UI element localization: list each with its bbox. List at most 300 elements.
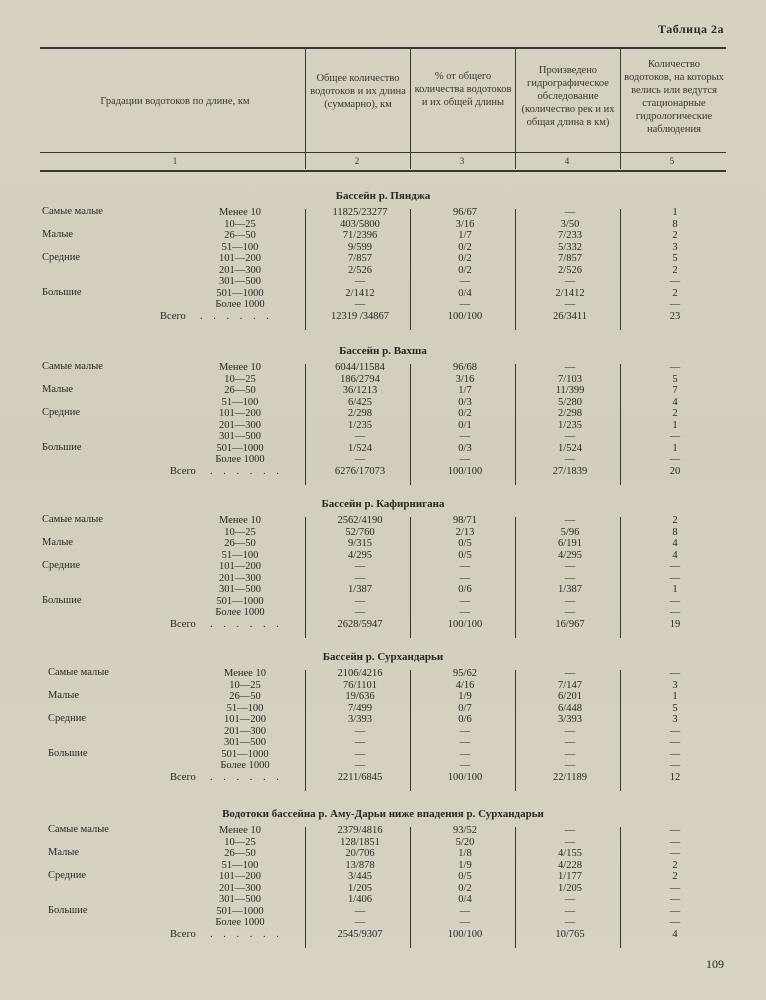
- table-cell: 1: [672, 442, 678, 454]
- table-cell: 1/387: [348, 584, 372, 595]
- table-row: [0, 538, 766, 550]
- table-cell: —: [564, 431, 576, 442]
- table-cell: 1/235: [348, 419, 372, 431]
- table-cell: —: [669, 725, 681, 737]
- table-cell: 2: [672, 859, 678, 871]
- gradation-label: 26—50: [224, 848, 256, 859]
- table-cell: 4/295: [558, 549, 582, 561]
- total-label: Всего: [160, 310, 186, 322]
- table-cell: 1: [672, 419, 678, 431]
- table-cell: —: [669, 362, 681, 373]
- table-row: [0, 362, 766, 374]
- table-cell: 1/235: [558, 419, 582, 431]
- table-cell: 2/13: [455, 526, 475, 538]
- table-cell: 2/1412: [345, 287, 375, 299]
- gradation-label: Более 1000: [215, 299, 265, 310]
- header-col4: Произведено гидрографическое обследование (количество рек и их общая длина в км): [521, 65, 615, 128]
- total-label: Всего: [170, 928, 196, 940]
- table-cell: 5/332: [558, 241, 582, 253]
- table-cell: 93/52: [453, 825, 477, 836]
- table-cell: —: [354, 595, 366, 607]
- gradation-label: 26—50: [229, 691, 261, 702]
- gradation-label: 26—50: [224, 385, 256, 396]
- table-cell: 2/298: [348, 408, 372, 419]
- total-cell: 20: [669, 465, 681, 477]
- table-cell: 13/878: [345, 859, 375, 871]
- gradation-label: 10—25: [224, 836, 256, 848]
- table-cell: 8: [672, 218, 678, 230]
- gradation-label: 501—1000: [216, 595, 264, 607]
- table-cell: 1: [672, 584, 678, 595]
- table-cell: 4: [672, 538, 678, 549]
- table-row: [0, 408, 766, 420]
- table-cell: 3: [672, 679, 678, 691]
- table-cell: —: [564, 572, 576, 584]
- column-number: 4: [564, 156, 570, 166]
- leader-dots: . . . . . .: [200, 310, 273, 322]
- gradation-label: 301—500: [219, 584, 261, 595]
- table-row: [0, 230, 766, 242]
- leader-dots: . . . . . .: [210, 618, 283, 630]
- table-cell: 1/205: [348, 882, 372, 894]
- table-cell: 8: [672, 526, 678, 538]
- table-cell: 1/205: [558, 882, 582, 894]
- table-row: [0, 561, 766, 573]
- gradation-label: 201—300: [219, 572, 261, 584]
- total-cell: 23: [669, 310, 681, 322]
- table-cell: 9/599: [348, 241, 372, 253]
- table-cell: —: [564, 454, 576, 465]
- table-cell: —: [669, 917, 681, 928]
- table-cell: —: [669, 760, 681, 771]
- table-cell: 3/16: [455, 218, 475, 230]
- category-label: Большие: [42, 286, 82, 298]
- total-cell: 2545/9307: [337, 928, 383, 940]
- table-cell: —: [459, 748, 471, 760]
- total-cell: 27/1839: [552, 465, 588, 477]
- table-cell: —: [669, 894, 681, 905]
- table-cell: —: [459, 725, 471, 737]
- table-cell: 5: [672, 373, 678, 385]
- total-row: [0, 619, 766, 631]
- table-cell: 0/5: [458, 549, 472, 561]
- table-row: [0, 668, 766, 680]
- gradation-label: 301—500: [224, 737, 266, 748]
- table-cell: —: [669, 572, 681, 584]
- table-row: [0, 883, 766, 895]
- gradation-label: 201—300: [219, 264, 261, 276]
- column-number: 5: [669, 156, 675, 166]
- table-cell: —: [354, 572, 366, 584]
- category-label: Малые: [42, 537, 74, 548]
- table-cell: —: [459, 561, 471, 572]
- table-row: [0, 871, 766, 883]
- table-row: [0, 454, 766, 466]
- table-row: [0, 726, 766, 738]
- table-cell: —: [669, 737, 681, 748]
- column-number: 2: [354, 156, 360, 166]
- table-cell: 2: [672, 287, 678, 299]
- table-cell: —: [564, 917, 576, 928]
- table-cell: —: [564, 595, 576, 607]
- table-cell: 6/191: [558, 538, 582, 549]
- table-cell: 0/1: [458, 419, 472, 431]
- header-col2: Общее количество водотоков и их длина (суммарно), км: [310, 73, 406, 110]
- table-row: [0, 573, 766, 585]
- table-cell: 0/2: [458, 264, 472, 276]
- table-cell: —: [669, 595, 681, 607]
- total-cell: 100/100: [447, 771, 483, 783]
- table-cell: —: [564, 836, 576, 848]
- category-label: Средние: [42, 407, 81, 418]
- page-number: 109: [706, 957, 724, 971]
- table-cell: 2/526: [558, 264, 582, 276]
- category-label: Самые малые: [48, 824, 109, 835]
- table-cell: 1/9: [458, 859, 472, 871]
- gradation-label: 101—200: [219, 408, 261, 419]
- table-row: [0, 385, 766, 397]
- table-row: [0, 515, 766, 527]
- table-cell: 1/177: [558, 871, 582, 882]
- table-cell: 5/20: [455, 836, 475, 848]
- header-divider: [305, 49, 306, 169]
- total-label: Всего: [170, 618, 196, 630]
- table-row: [0, 288, 766, 300]
- table-row: [0, 207, 766, 219]
- gradation-label: 51—100: [226, 702, 264, 714]
- table-cell: 128/1851: [340, 836, 380, 848]
- table-cell: —: [669, 836, 681, 848]
- gradation-label: 301—500: [219, 894, 261, 905]
- table-cell: 96/68: [453, 362, 477, 373]
- table-cell: 4/16: [455, 679, 475, 691]
- total-cell: 100/100: [447, 310, 483, 322]
- table-cell: 0/2: [458, 241, 472, 253]
- table-cell: 3/50: [560, 218, 580, 230]
- table-cell: —: [564, 825, 576, 836]
- table-row: [0, 749, 766, 761]
- gradation-label: 501—1000: [221, 748, 269, 760]
- table-cell: 3: [672, 241, 678, 253]
- gradation-label: 301—500: [219, 276, 261, 287]
- table-cell: —: [354, 607, 366, 618]
- category-label: Малые: [42, 229, 74, 240]
- table-cell: 95/62: [453, 668, 477, 679]
- table-cell: —: [354, 917, 366, 928]
- table-cell: —: [459, 276, 471, 287]
- leader-dots: . . . . . .: [210, 928, 283, 940]
- table-row: [0, 607, 766, 619]
- table-cell: 0/7: [458, 702, 472, 714]
- table-cell: 11/399: [555, 385, 585, 396]
- gradation-label: Менее 10: [219, 825, 261, 836]
- table-cell: 7/103: [558, 373, 582, 385]
- total-cell: 22/1189: [552, 771, 588, 783]
- table-cell: 36/1213: [342, 385, 378, 396]
- column-number: 1: [172, 156, 178, 166]
- table-cell: —: [564, 207, 576, 218]
- header-divider: [620, 49, 621, 169]
- category-label: Малые: [42, 384, 74, 395]
- table-cell: 1/7: [458, 230, 472, 241]
- table-cell: 19/636: [345, 691, 375, 702]
- table-row: [0, 265, 766, 277]
- table-cell: 2: [672, 264, 678, 276]
- table-cell: 2106/4216: [337, 668, 383, 679]
- table-cell: —: [459, 607, 471, 618]
- table-cell: 5: [672, 702, 678, 714]
- table-cell: —: [354, 748, 366, 760]
- table-cell: 9/315: [348, 538, 372, 549]
- gradation-label: 51—100: [221, 859, 259, 871]
- category-label: Самые малые: [42, 361, 103, 372]
- table-cell: 2/1412: [555, 287, 585, 299]
- gradation-label: 201—300: [224, 725, 266, 737]
- gradation-label: 26—50: [224, 230, 256, 241]
- table-cell: 1/7: [458, 385, 472, 396]
- table-cell: 0/6: [458, 714, 472, 725]
- gradation-label: Менее 10: [219, 207, 261, 218]
- table-cell: 3/393: [348, 714, 372, 725]
- table-cell: —: [669, 882, 681, 894]
- category-label: Большие: [48, 904, 88, 916]
- gradation-label: Менее 10: [224, 668, 266, 679]
- category-label: Средние: [48, 870, 87, 881]
- table-cell: —: [459, 917, 471, 928]
- gradation-label: 501—1000: [216, 905, 264, 917]
- total-cell: 12: [669, 771, 681, 783]
- header-top-rule: [40, 47, 726, 49]
- table-cell: 1/387: [558, 584, 582, 595]
- table-cell: —: [354, 431, 366, 442]
- gradation-label: Более 1000: [215, 454, 265, 465]
- table-cell: —: [564, 905, 576, 917]
- gradation-label: 501—1000: [216, 442, 264, 454]
- table-row: [0, 760, 766, 772]
- table-cell: —: [669, 276, 681, 287]
- total-cell: 100/100: [447, 928, 483, 940]
- table-cell: 3/445: [348, 871, 372, 882]
- total-cell: 2211/6845: [337, 771, 383, 783]
- table-cell: 98/71: [453, 515, 477, 526]
- table-cell: —: [459, 737, 471, 748]
- total-cell: 6276/17073: [334, 465, 386, 477]
- table-cell: 96/67: [453, 207, 477, 218]
- table-cell: 5: [672, 253, 678, 264]
- table-cell: —: [564, 725, 576, 737]
- gradation-label: 201—300: [219, 419, 261, 431]
- category-label: Большие: [48, 747, 88, 759]
- table-cell: 6/201: [558, 691, 582, 702]
- table-cell: 2379/4816: [337, 825, 383, 836]
- category-label: Малые: [48, 847, 80, 858]
- table-cell: 0/6: [458, 584, 472, 595]
- table-cell: 4: [672, 396, 678, 408]
- table-cell: 7: [672, 385, 678, 396]
- gradation-label: 201—300: [219, 882, 261, 894]
- category-label: Средние: [42, 252, 81, 263]
- table-cell: 3/16: [455, 373, 475, 385]
- table-cell: 0/3: [458, 442, 472, 454]
- table-cell: —: [564, 276, 576, 287]
- table-cell: —: [564, 894, 576, 905]
- table-cell: —: [564, 299, 576, 310]
- section-title: Бассейн р. Сурхандарьи: [322, 651, 444, 663]
- table-label: Таблица 2а: [658, 22, 724, 36]
- table-cell: —: [669, 431, 681, 442]
- table-cell: 0/4: [458, 894, 472, 905]
- table-cell: 3/393: [558, 714, 582, 725]
- table-cell: —: [669, 825, 681, 836]
- table-cell: 4: [672, 549, 678, 561]
- total-cell: 12319 /34867: [330, 310, 390, 322]
- total-cell: 10/765: [555, 928, 585, 940]
- table-row: [0, 443, 766, 455]
- table-cell: —: [354, 760, 366, 771]
- category-label: Малые: [48, 690, 80, 701]
- table-cell: 0/5: [458, 538, 472, 549]
- table-cell: —: [669, 561, 681, 572]
- header-divider: [410, 49, 411, 169]
- header-divider: [515, 49, 516, 169]
- table-cell: 1/406: [348, 894, 372, 905]
- table-cell: —: [459, 454, 471, 465]
- table-cell: —: [354, 561, 366, 572]
- table-cell: 2562/4190: [337, 515, 383, 526]
- category-label: Большие: [42, 594, 82, 606]
- table-cell: —: [669, 454, 681, 465]
- table-row: [0, 825, 766, 837]
- table-cell: 2/298: [558, 408, 582, 419]
- table-cell: —: [459, 431, 471, 442]
- table-cell: —: [459, 572, 471, 584]
- table-cell: 1/524: [558, 442, 582, 454]
- gradation-label: 26—50: [224, 538, 256, 549]
- total-row: [0, 311, 766, 323]
- table-cell: 2: [672, 871, 678, 882]
- table-cell: —: [669, 748, 681, 760]
- table-cell: —: [564, 607, 576, 618]
- table-row: [0, 714, 766, 726]
- table-cell: —: [564, 760, 576, 771]
- total-cell: 100/100: [447, 465, 483, 477]
- table-cell: —: [669, 905, 681, 917]
- table-row: [0, 253, 766, 265]
- section-title: Бассейн р. Кафирнигана: [321, 498, 445, 510]
- gradation-label: 101—200: [219, 253, 261, 264]
- gradation-label: 10—25: [224, 526, 256, 538]
- table-cell: 4/295: [348, 549, 372, 561]
- total-row: [0, 772, 766, 784]
- table-cell: 6044/11584: [335, 362, 385, 373]
- total-cell: 19: [669, 618, 681, 630]
- table-cell: —: [564, 362, 576, 373]
- table-cell: 2/526: [348, 264, 372, 276]
- table-cell: 7/499: [348, 702, 372, 714]
- total-row: [0, 929, 766, 941]
- leader-dots: . . . . . .: [210, 465, 283, 477]
- table-cell: 2: [672, 408, 678, 419]
- table-row: [0, 420, 766, 432]
- table-cell: 0/4: [458, 287, 472, 299]
- gradation-label: 301—500: [219, 431, 261, 442]
- table-cell: —: [669, 848, 681, 859]
- gradation-label: 10—25: [229, 679, 261, 691]
- table-cell: 7/857: [348, 253, 372, 264]
- gradation-label: 101—200: [219, 561, 261, 572]
- total-cell: 100/100: [447, 618, 483, 630]
- category-label: Самые малые: [42, 206, 103, 217]
- table-cell: —: [354, 905, 366, 917]
- category-label: Самые малые: [48, 667, 109, 678]
- gradation-label: Менее 10: [219, 362, 261, 373]
- table-cell: —: [669, 607, 681, 618]
- table-row: [0, 848, 766, 860]
- table-cell: 7/147: [558, 679, 582, 691]
- table-cell: 76/1101: [342, 679, 378, 691]
- header-col3: % от общего количества водотоков и их общей длины: [414, 71, 512, 108]
- table-cell: 6/425: [348, 396, 372, 408]
- leader-dots: . . . . . .: [210, 771, 283, 783]
- gradation-label: 10—25: [224, 218, 256, 230]
- table-cell: 1: [672, 207, 678, 218]
- table-cell: —: [564, 515, 576, 526]
- table-cell: 4/155: [558, 848, 582, 859]
- table-cell: 20/706: [345, 848, 375, 859]
- gradation-label: 51—100: [221, 549, 259, 561]
- gradation-label: 101—200: [219, 871, 261, 882]
- table-row: [0, 691, 766, 703]
- table-cell: —: [564, 748, 576, 760]
- table-cell: 6/448: [558, 702, 582, 714]
- table-cell: 0/3: [458, 396, 472, 408]
- table-cell: 11825/23277: [332, 207, 388, 218]
- table-cell: 3: [672, 714, 678, 725]
- table-cell: —: [459, 299, 471, 310]
- total-cell: 26/3411: [552, 310, 588, 322]
- table-cell: 5/280: [558, 396, 582, 408]
- table-row: [0, 299, 766, 311]
- table-cell: —: [354, 737, 366, 748]
- table-cell: —: [669, 668, 681, 679]
- total-cell: 4: [672, 928, 678, 940]
- section-title: Водотоки бассейна р. Аму-Дарьи ниже впадения р. Сурхандарьи: [222, 808, 544, 820]
- table-cell: —: [354, 276, 366, 287]
- table-cell: 0/2: [458, 882, 472, 894]
- table-cell: 7/233: [558, 230, 582, 241]
- gradation-label: 10—25: [224, 373, 256, 385]
- total-label: Всего: [170, 771, 196, 783]
- gradation-label: 101—200: [224, 714, 266, 725]
- table-cell: —: [459, 760, 471, 771]
- table-cell: —: [564, 737, 576, 748]
- gradation-label: 501—1000: [216, 287, 264, 299]
- category-label: Самые малые: [42, 514, 103, 525]
- table-cell: 5/96: [560, 526, 580, 538]
- table-cell: 7/857: [558, 253, 582, 264]
- table-cell: 52/760: [345, 526, 375, 538]
- table-cell: —: [564, 668, 576, 679]
- category-label: Большие: [42, 441, 82, 453]
- table-cell: 403/5800: [340, 218, 380, 230]
- table-cell: —: [354, 454, 366, 465]
- section-title: Бассейн р. Пянджа: [335, 190, 431, 202]
- table-cell: 2: [672, 515, 678, 526]
- gradation-label: Более 1000: [220, 760, 270, 771]
- total-row: [0, 466, 766, 478]
- table-cell: —: [354, 725, 366, 737]
- table-row: [0, 906, 766, 918]
